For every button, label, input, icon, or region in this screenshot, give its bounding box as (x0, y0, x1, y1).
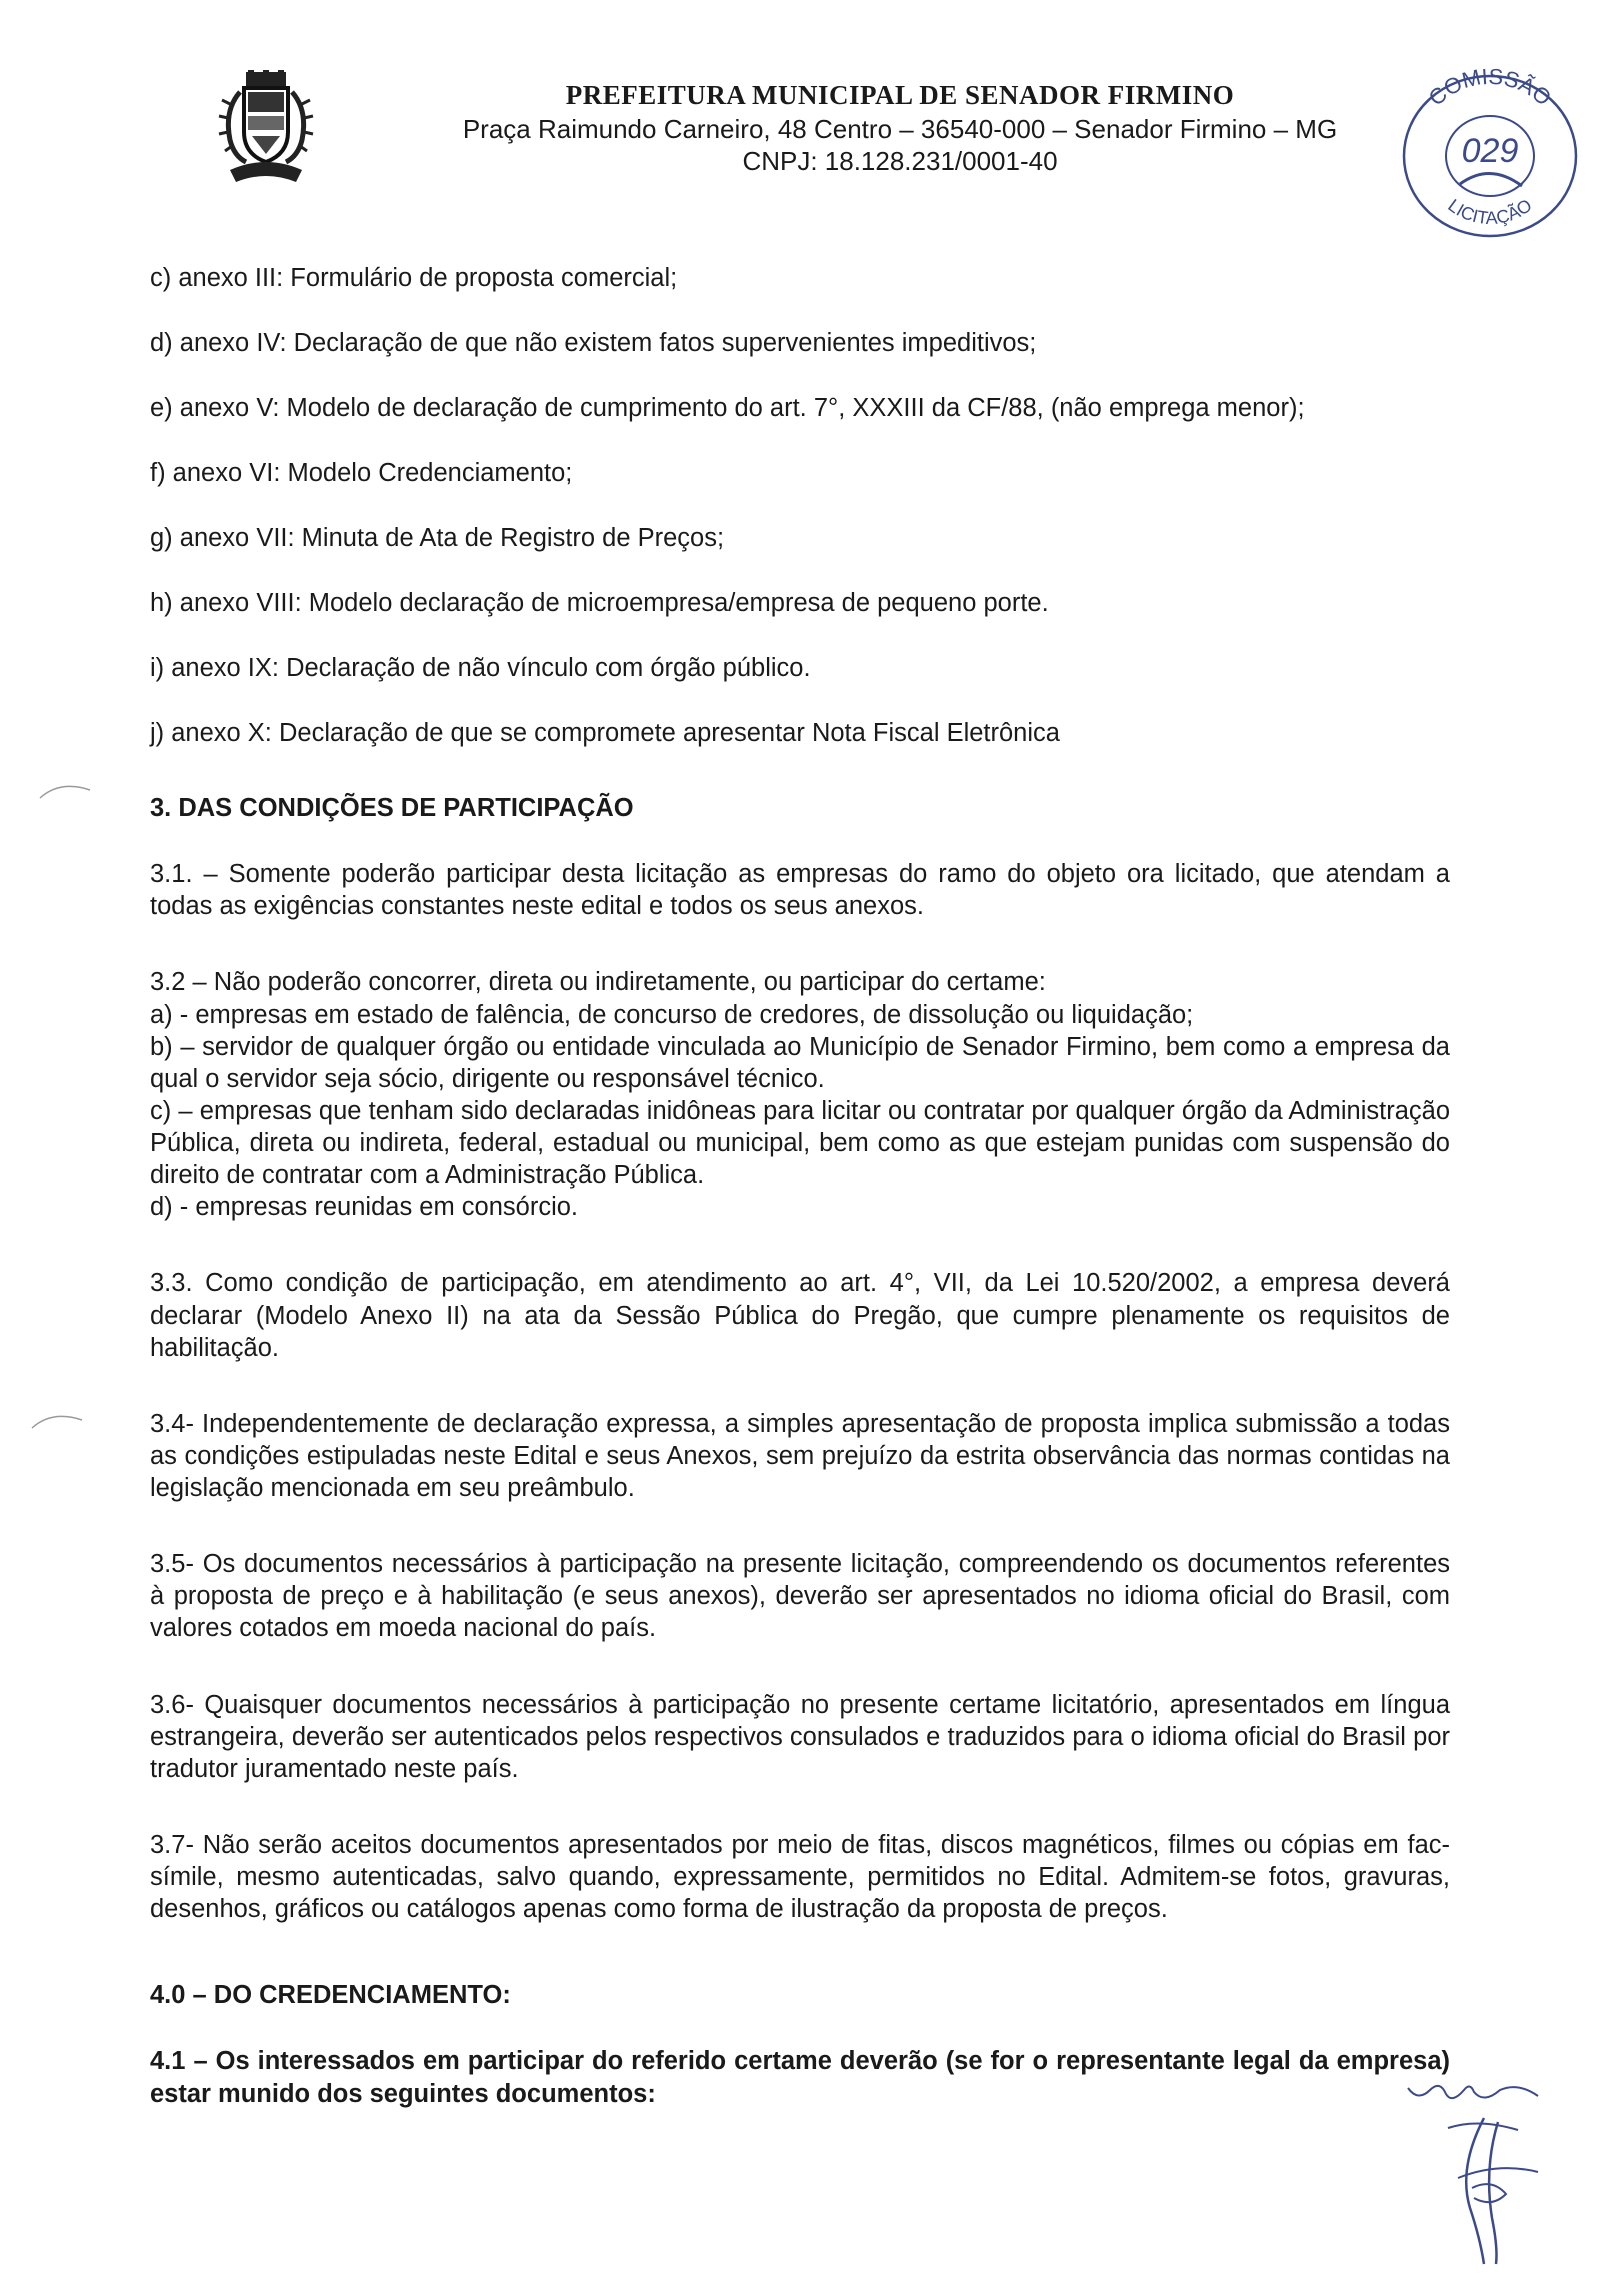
institution-address: Praça Raimundo Carneiro, 48 Centro – 36540-000 – Senador Firmino – MG (462, 114, 1338, 144)
margin-mark-icon (28, 1410, 88, 1430)
annex-item: h) anexo VIII: Modelo declaração de microempresa/empresa de pequeno porte. (150, 589, 1049, 617)
clause-3-2-d: d) - empresas reunidas em consórcio. (150, 1193, 579, 1222)
section-4-title: 4.0 – DO CREDENCIAMENTO: (150, 1981, 511, 2010)
annex-item: g) anexo VII: Minuta de Ata de Registro de Preços; (150, 524, 725, 552)
clause-3-1: 3.1. – Somente poderão participar desta licitação as empresas do ramo do objeto ora licitado, que atendam a todas as exigências constantes neste edital e todos os seus anexos. (150, 860, 1450, 921)
section-3-title: 3. DAS CONDIÇÕES DE PARTICIPAÇÃO (150, 794, 634, 822)
clause-3-7: 3.7- Não serão aceitos documentos apresentados por meio de fitas, discos magnéticos, filmes ou cópias em fac-símile, mesmo autenticadas, salvo quando, expressamente, permitidos no Edital. Admitem-se fotos, gravuras, desenhos, gráficos ou catálogos apenas como forma de ilustração da proposta de preços. (150, 1830, 1450, 1924)
svg-text:LICITAÇÃO: LICITAÇÃO (1444, 195, 1536, 229)
annex-item: c) anexo III: Formulário de proposta comercial; (150, 264, 678, 292)
annex-item: f) anexo VI: Modelo Credenciamento; (150, 459, 573, 487)
document-body (150, 262, 1450, 2110)
clause-3-2-b: b) – servidor de qualquer órgão ou entidade vinculada ao Município de Senador Firmino, bem como a empresa da qual o servidor seja sócio, dirigente ou responsável técnico. (150, 1032, 1450, 1093)
coat-of-arms-icon (216, 70, 316, 188)
annex-item: i) anexo IX: Declaração de não vínculo com órgão público. (150, 654, 811, 682)
annex-item: j) anexo X: Declaração de que se compromete apresentar Nota Fiscal Eletrônica (150, 719, 1060, 747)
clause-3-6: 3.6- Quaisquer documentos necessários à participação no presente certame licitatório, apresentados em língua estrangeira, deverão ser autenticados pelos respectivos consulados e traduzidos para o idioma oficial do Brasil por tradutor juramentado neste país. (150, 1690, 1450, 1783)
clause-3-3: 3.3. Como condição de participação, em atendimento ao art. 4°, VII, da Lei 10.520/2002, a empresa deverá declarar (Modelo Anexo II) na ata da Sessão Pública do Pregão, que cumpre plenamente os requisitos de habilitação. (150, 1269, 1450, 1362)
clause-3-2-intro: 3.2 – Não poderão concorrer, direta ou indiretamente, ou participar do certame: (150, 968, 1046, 997)
clause-3-4: 3.4- Independentemente de declaração expressa, a simples apresentação de proposta implica submissão a todas as condições estipuladas neste Edital e seus Anexos, sem prejuízo da estrita observância das normas contidas na legislação mencionada em seu preâmbulo. (150, 1409, 1450, 1502)
handwritten-signature (1388, 2068, 1588, 2268)
svg-text:COMISSÃO: COMISSÃO (1423, 64, 1557, 111)
stamp-number: 029 (1461, 132, 1519, 170)
clause-4-1: 4.1 – Os interessados em participar do referido certame deverão (se for o representante legal da empresa) estar munido dos seguintes documentos: (150, 2047, 1450, 2108)
margin-mark-icon (36, 780, 96, 800)
commission-stamp (1390, 64, 1590, 244)
clause-3-2-c: c) – empresas que tenham sido declaradas inidôneas para licitar ou contratar por qualquer órgão da Administração Pública, direta ou indireta, federal, estadual ou municipal, bem como as que estejam punidas com suspensão do direito de contratar com a Administração Pública. (150, 1096, 1450, 1190)
institution-cnpj: CNPJ: 18.128.231/0001-40 (742, 146, 1058, 176)
annex-item: d) anexo IV: Declaração de que não existem fatos supervenientes impeditivos; (150, 329, 1037, 357)
clause-3-2-a: a) - empresas em estado de falência, de concurso de credores, de dissolução ou liquidação; (150, 1000, 1194, 1029)
annex-item: e) anexo V: Modelo de declaração de cumprimento do art. 7°, XXXIII da CF/88, (não emprega menor); (150, 394, 1305, 422)
clause-3-5: 3.5- Os documentos necessários à participação na presente licitação, compreendendo os documentos referentes à proposta de preço e à habilitação (e seus anexos), deverão ser apresentados no idioma oficial do Brasil, com valores cotados em moeda nacional do país. (150, 1550, 1450, 1643)
institution-name: PREFEITURA MUNICIPAL DE SENADOR FIRMINO (565, 80, 1235, 110)
